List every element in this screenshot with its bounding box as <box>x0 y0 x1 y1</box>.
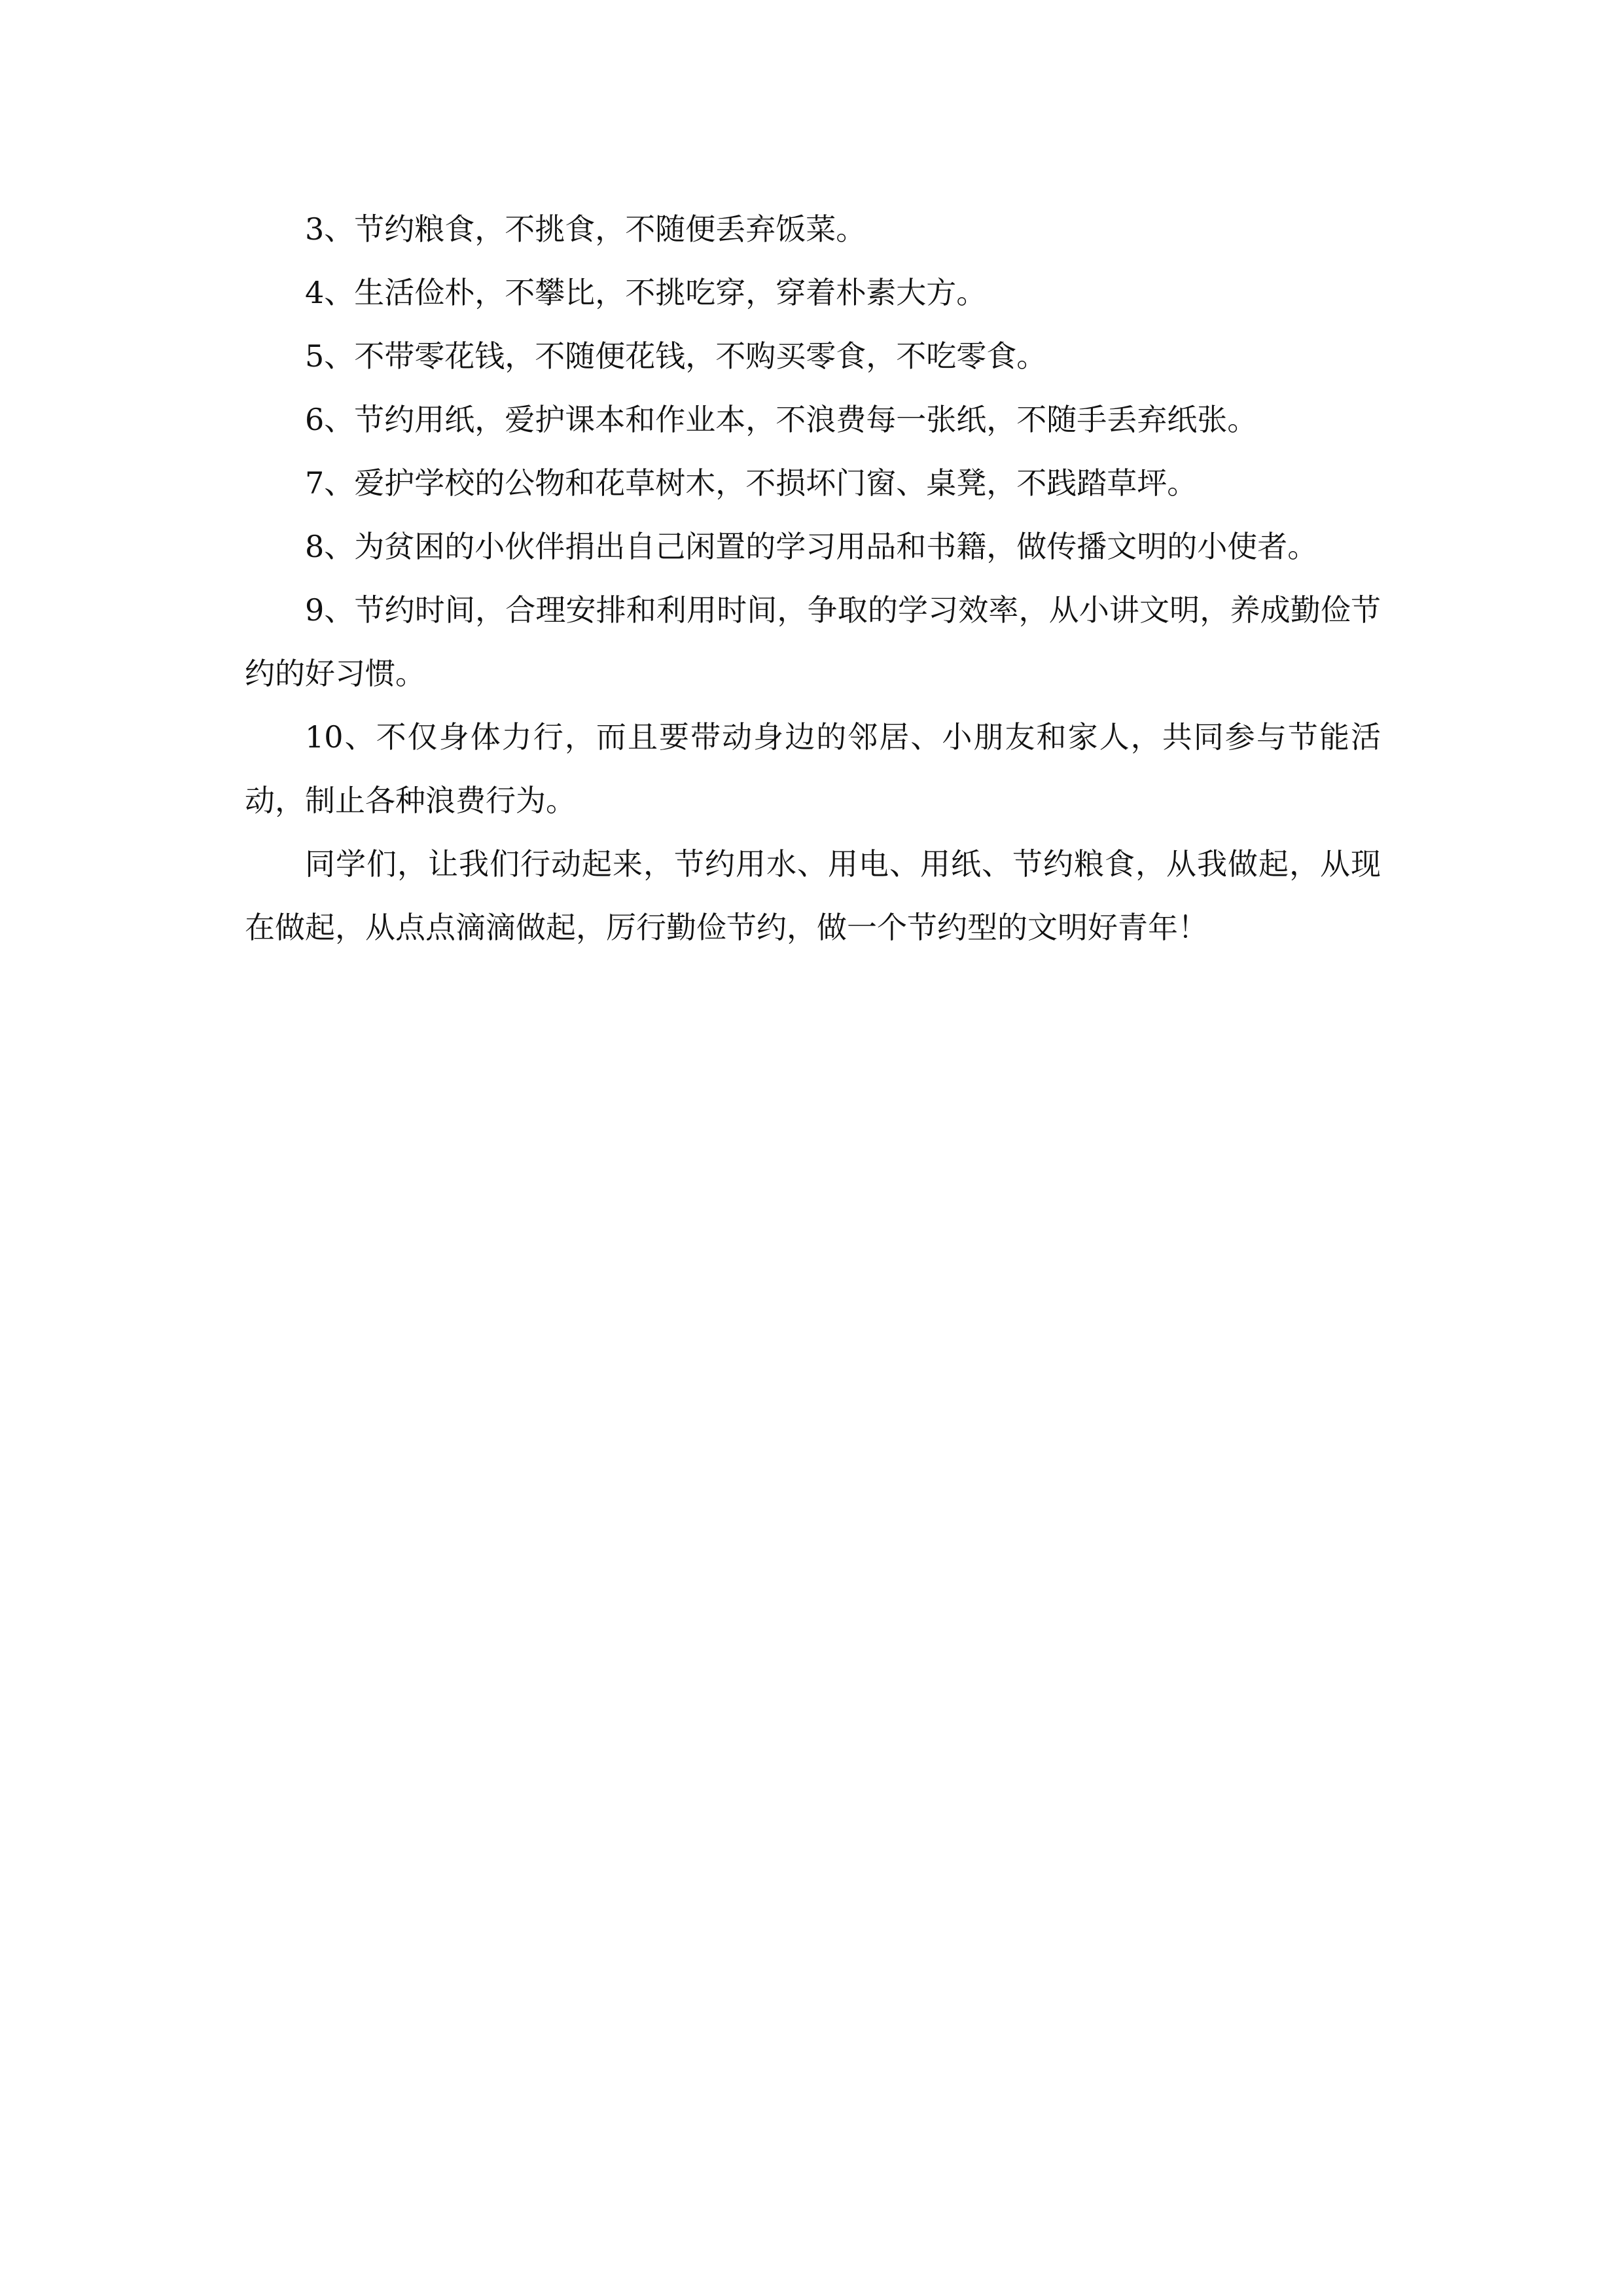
paragraph-item-3: 3、节约粮食，不挑食，不随便丢弃饭菜。 <box>305 211 866 247</box>
paragraph-item-4: 4、生活俭朴，不攀比，不挑吃穿，穿着朴素大方。 <box>305 275 987 310</box>
document-body <box>245 198 1381 960</box>
paragraph-item-10: 10、不仅身体力行，而且要带动身边的邻居、小朋友和家人，共同参与节能活动，制止各种浪费行为。 <box>245 719 1381 818</box>
paragraph-item-5: 5、不带零花钱，不随便花钱，不购买零食，不吃零食。 <box>305 338 1047 374</box>
paragraph-item-6: 6、节约用纸，爱护课本和作业本，不浪费每一张纸，不随手丢弃纸张。 <box>305 402 1258 437</box>
closing-paragraph: 同学们，让我们行动起来，节约用水、用电、用纸、节约粮食，从我做起，从现在做起，从点点滴滴做起，厉行勤俭节约，做一个节约型的文明好青年！ <box>245 846 1381 945</box>
paragraph-item-9: 9、节约时间，合理安排和利用时间，争取的学习效率，从小讲文明，养成勤俭节约的好习惯。 <box>245 592 1381 691</box>
paragraph-item-8: 8、为贫困的小伙伴捐出自己闲置的学习用品和书籍，做传播文明的小使者。 <box>305 529 1318 564</box>
paragraph-item-7: 7、爱护学校的公物和花草树木，不损坏门窗、桌凳，不践踏草坪。 <box>305 465 1198 501</box>
